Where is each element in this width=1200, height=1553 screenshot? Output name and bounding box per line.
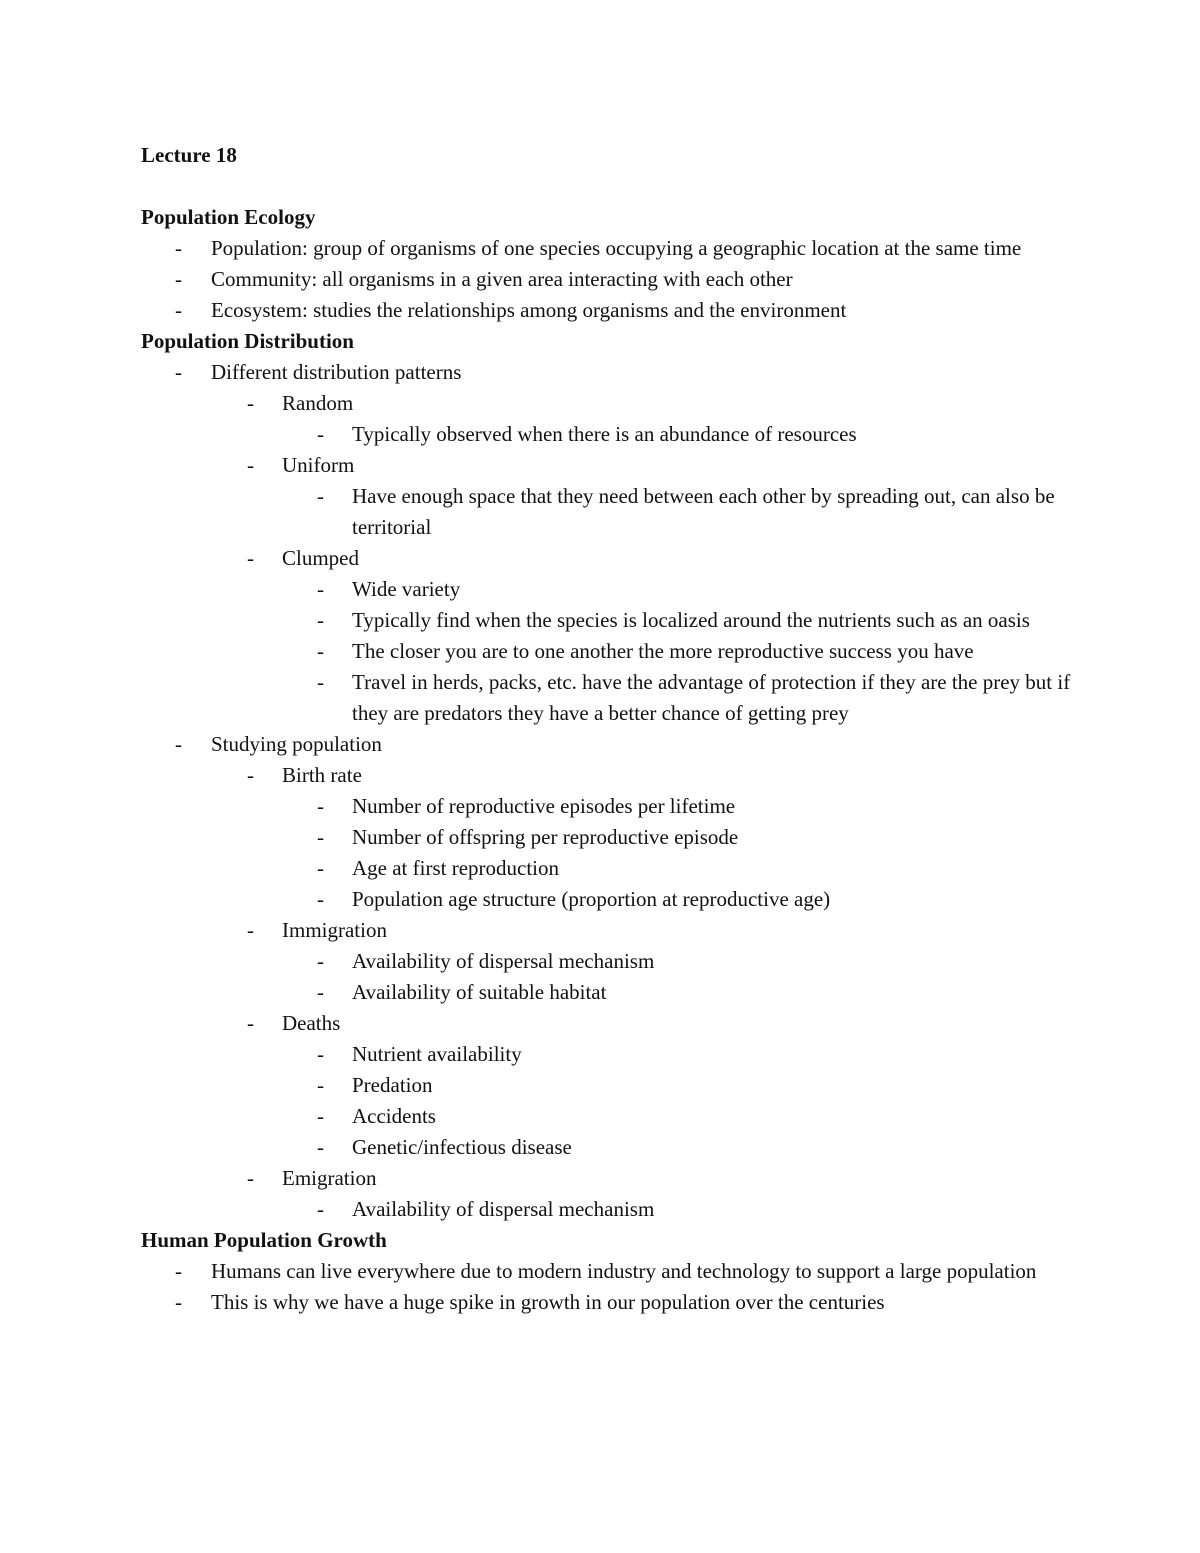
- bullet-text: Clumped: [282, 546, 359, 570]
- lecture-title: Lecture 18: [141, 143, 237, 167]
- bullet-item: [141, 1070, 1081, 1101]
- bullet-item: [141, 1163, 1081, 1194]
- bullet-item: [141, 977, 1081, 1008]
- bullet-item: [141, 419, 1081, 450]
- dash-bullet-icon: -: [175, 1290, 182, 1314]
- bullet-text: Have enough space that they need between each other by spreading out, can also be territorial: [352, 484, 1055, 539]
- bullet-item: [141, 481, 1081, 543]
- bullet-text: Genetic/infectious disease: [352, 1135, 572, 1159]
- bullet-text: Wide variety: [352, 577, 461, 601]
- dash-bullet-icon: -: [317, 639, 324, 663]
- bullet-text: Humans can live everywhere due to modern industry and technology to support a large population: [211, 1259, 1037, 1283]
- bullet-item: [141, 915, 1081, 946]
- bullet-text: Age at first reproduction: [352, 856, 560, 880]
- dash-bullet-icon: -: [317, 794, 324, 818]
- bullet-item: [141, 946, 1081, 977]
- bullet-text: Number of offspring per reproductive episode: [352, 825, 739, 849]
- bullet-item: [141, 791, 1081, 822]
- bullet-item: [141, 853, 1081, 884]
- bullet-text: Population: group of organisms of one species occupying a geographic location at the same time: [211, 236, 1022, 260]
- dash-bullet-icon: -: [175, 360, 182, 384]
- dash-bullet-icon: -: [317, 949, 324, 973]
- dash-bullet-icon: -: [317, 1073, 324, 1097]
- bullet-item: [141, 729, 1081, 760]
- bullet-text: Accidents: [352, 1104, 436, 1128]
- bullet-text: This is why we have a huge spike in growth in our population over the centuries: [211, 1290, 885, 1314]
- bullet-item: [141, 357, 1081, 388]
- bullet-text: Community: all organisms in a given area interacting with each other: [211, 267, 793, 291]
- bullet-item: [141, 1132, 1081, 1163]
- dash-bullet-icon: -: [247, 763, 254, 787]
- section-heading: Human Population Growth: [141, 1228, 387, 1252]
- bullet-item: [141, 1101, 1081, 1132]
- bullet-text: Nutrient availability: [352, 1042, 522, 1066]
- bullet-item: [141, 264, 1081, 295]
- bullet-text: Availability of suitable habitat: [352, 980, 607, 1004]
- bullet-item: [141, 388, 1081, 419]
- dash-bullet-icon: -: [175, 298, 182, 322]
- bullet-text: Immigration: [282, 918, 387, 942]
- dash-bullet-icon: -: [317, 422, 324, 446]
- dash-bullet-icon: -: [247, 1166, 254, 1190]
- blank-line: [141, 171, 1081, 202]
- bullet-text: Different distribution patterns: [211, 360, 462, 384]
- bullet-item: [141, 1008, 1081, 1039]
- bullet-item: [141, 295, 1081, 326]
- bullet-text: The closer you are to one another the more reproductive success you have: [352, 639, 974, 663]
- dash-bullet-icon: -: [317, 1042, 324, 1066]
- bullet-item: [141, 1194, 1081, 1225]
- dash-bullet-icon: -: [175, 267, 182, 291]
- dash-bullet-icon: -: [317, 577, 324, 601]
- section-heading: Population Ecology: [141, 205, 316, 229]
- dash-bullet-icon: -: [317, 825, 324, 849]
- dash-bullet-icon: -: [175, 236, 182, 260]
- dash-bullet-icon: -: [317, 670, 324, 694]
- dash-bullet-icon: -: [317, 980, 324, 1004]
- bullet-text: Birth rate: [282, 763, 362, 787]
- bullet-text: Ecosystem: studies the relationships among organisms and the environment: [211, 298, 847, 322]
- bullet-text: Deaths: [282, 1011, 341, 1035]
- bullet-text: Studying population: [211, 732, 382, 756]
- document-page: [141, 140, 1081, 1318]
- dash-bullet-icon: -: [317, 1104, 324, 1128]
- dash-bullet-icon: -: [317, 887, 324, 911]
- dash-bullet-icon: -: [317, 608, 324, 632]
- bullet-item: [141, 1039, 1081, 1070]
- dash-bullet-icon: -: [247, 546, 254, 570]
- bullet-item: [141, 233, 1081, 264]
- bullet-item: [141, 1287, 1081, 1318]
- dash-bullet-icon: -: [247, 1011, 254, 1035]
- bullet-item: [141, 574, 1081, 605]
- bullet-text: Predation: [352, 1073, 433, 1097]
- dash-bullet-icon: -: [247, 391, 254, 415]
- bullet-item: [141, 543, 1081, 574]
- dash-bullet-icon: -: [317, 1197, 324, 1221]
- bullet-text: Typically find when the species is localized around the nutrients such as an oasis: [352, 608, 1030, 632]
- dash-bullet-icon: -: [317, 1135, 324, 1159]
- bullet-text: Travel in herds, packs, etc. have the advantage of protection if they are the prey but if they are predators they have a better chance of getting prey: [352, 670, 1071, 725]
- bullet-text: Population age structure (proportion at reproductive age): [352, 887, 831, 911]
- bullet-item: [141, 667, 1081, 729]
- notes-body: [141, 202, 1081, 1318]
- bullet-item: [141, 450, 1081, 481]
- bullet-item: [141, 760, 1081, 791]
- bullet-item: [141, 636, 1081, 667]
- dash-bullet-icon: -: [175, 732, 182, 756]
- dash-bullet-icon: -: [317, 484, 324, 508]
- dash-bullet-icon: -: [175, 1259, 182, 1283]
- bullet-text: Typically observed when there is an abundance of resources: [352, 422, 857, 446]
- bullet-text: Number of reproductive episodes per lifetime: [352, 794, 736, 818]
- bullet-item: [141, 605, 1081, 636]
- bullet-text: Availability of dispersal mechanism: [352, 949, 655, 973]
- bullet-item: [141, 1256, 1081, 1287]
- bullet-item: [141, 822, 1081, 853]
- bullet-text: Emigration: [282, 1166, 377, 1190]
- dash-bullet-icon: -: [317, 856, 324, 880]
- dash-bullet-icon: -: [247, 453, 254, 477]
- section-heading: Population Distribution: [141, 329, 354, 353]
- bullet-item: [141, 884, 1081, 915]
- bullet-text: Random: [282, 391, 354, 415]
- bullet-text: Uniform: [282, 453, 355, 477]
- dash-bullet-icon: -: [247, 918, 254, 942]
- bullet-text: Availability of dispersal mechanism: [352, 1197, 655, 1221]
